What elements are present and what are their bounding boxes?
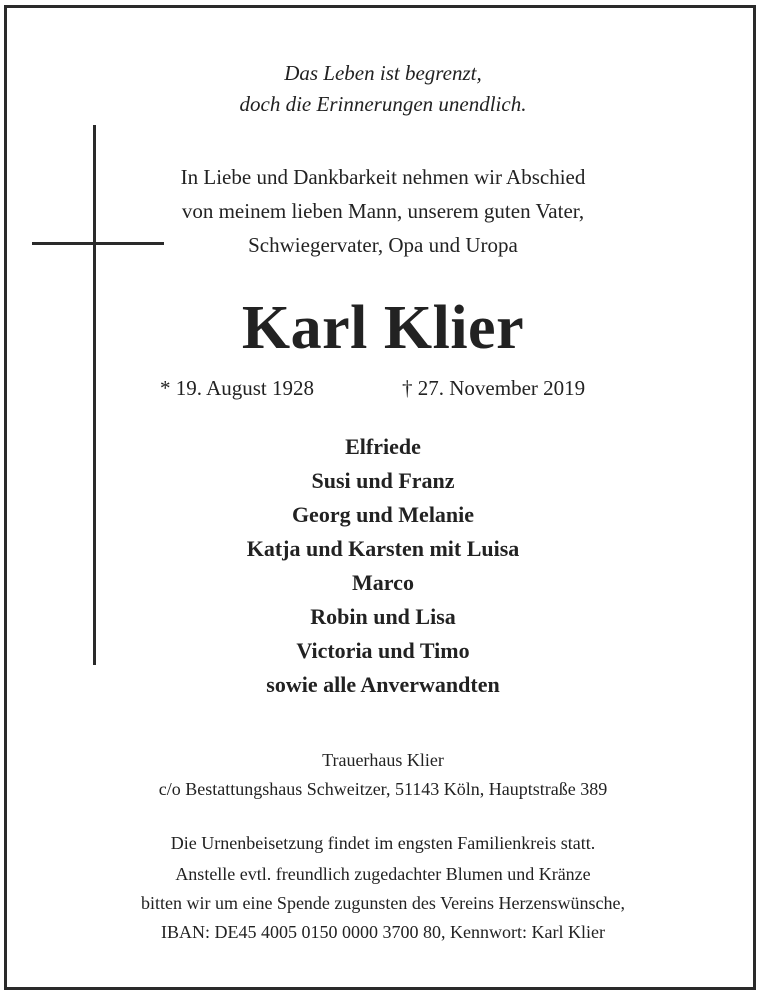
mourner-item: Marco — [352, 570, 414, 595]
deceased-name: Karl Klier — [241, 294, 525, 362]
mourner-item: Georg und Melanie — [291, 502, 475, 527]
mourner-item: Robin und Lisa — [310, 604, 456, 629]
mourner-item: sowie alle Anverwandten — [266, 672, 500, 697]
motto-line-2: doch die Erinnerungen unendlich. — [239, 92, 527, 116]
farewell-text — [0, 160, 766, 262]
mourners-list — [0, 430, 766, 702]
donation-line-3: IBAN: DE45 4005 0150 0000 3700 80, Kennwort: Karl Klier — [161, 922, 605, 942]
donation-notice — [0, 860, 766, 947]
motto — [0, 58, 766, 120]
mourner-item: Katja und Karsten mit Luisa — [246, 536, 520, 561]
birth-date: * 19. August 1928 — [160, 376, 315, 400]
mourner-item: Susi und Franz — [311, 468, 455, 493]
farewell-line-2: von meinem lieben Mann, unserem guten Vater, — [181, 199, 585, 223]
donation-line-2: bitten wir um eine Spende zugunsten des Vereins Herzenswünsche, — [140, 893, 626, 913]
farewell-line-1: In Liebe und Dankbarkeit nehmen wir Abschied — [180, 165, 586, 189]
mourner-item: Elfriede — [345, 434, 421, 459]
farewell-line-3: Schwiegervater, Opa und Uropa — [248, 233, 518, 257]
burial-notice: Die Urnenbeisetzung findet im engsten Familienkreis statt. — [170, 833, 596, 853]
address-line-1: Trauerhaus Klier — [322, 750, 444, 770]
mourner-item: Victoria und Timo — [296, 638, 470, 663]
address-line-2: c/o Bestattungshaus Schweitzer, 51143 Köln, Hauptstraße 389 — [158, 779, 608, 799]
motto-line-1: Das Leben ist begrenzt, — [284, 61, 482, 85]
mourning-house-address — [0, 746, 766, 804]
donation-line-1: Anstelle evtl. freundlich zugedachter Blumen und Kränze — [175, 864, 591, 884]
death-date: † 27. November 2019 — [402, 376, 586, 400]
